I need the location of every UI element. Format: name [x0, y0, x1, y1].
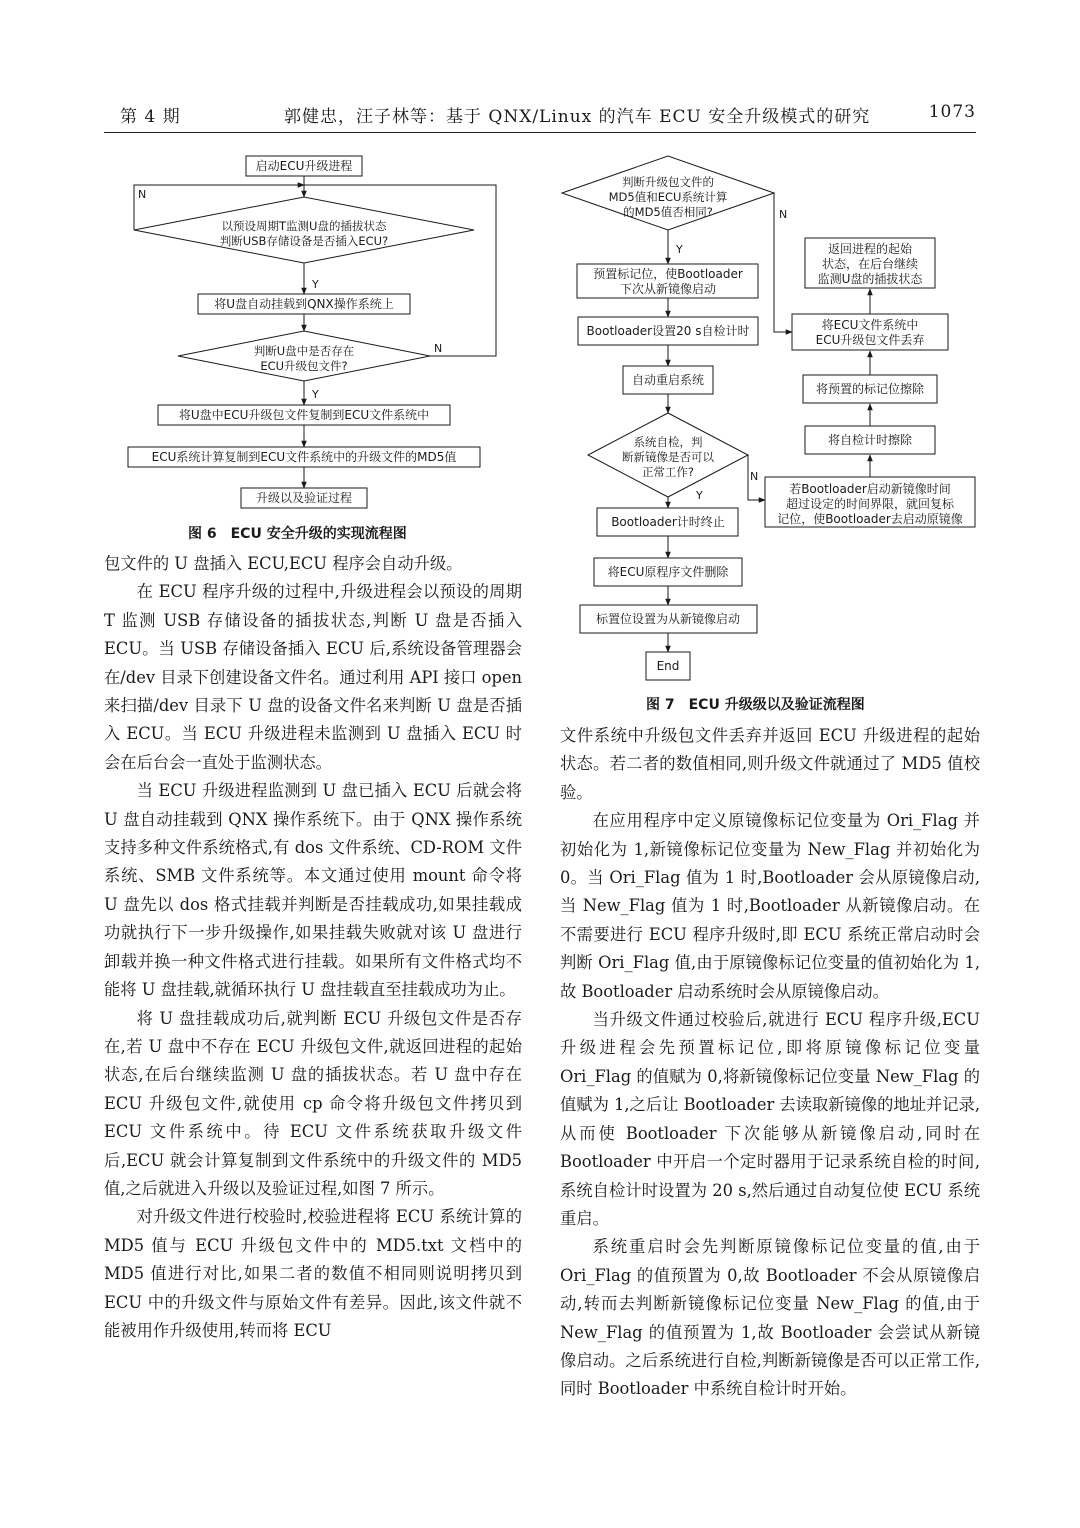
- f7-setflag-text: 标置位设置为从新镜像启动: [595, 612, 741, 626]
- f7-return-line2: 状态，在后台继续: [821, 257, 919, 271]
- left-paragraph-5: 对升级文件进行校验时,校验进程将 ECU 系统计算的 MD5 值与 ECU 升级包文件中的 MD5.txt 文档中的 MD5 值进行对比,如果二者的数值不相同则说明拷贝到 ECU 中的升级文件与原始文件有差异。因此,该文件就不能被用作升级使用,转而将 ECU: [104, 1207, 522, 1340]
- f6-no-label-2: N: [434, 342, 443, 355]
- f7-yes-label-2: Y: [696, 489, 703, 502]
- f7-erase-flag-text: 将预置的标记位擦除: [815, 382, 925, 396]
- f7-d1-line3: 的MD5值否相同?: [623, 205, 713, 219]
- right-paragraph-2: 在应用程序中定义原镜像标记位变量为 Ori_Flag 并初始化为 1,新镜像标记位变量为 New_Flag 并初始化为 0。当 Ori_Flag 值为 1 时,Bootloader 会从原镜像启动,当 New_Flag 值为 1 时,Bootloader 从新镜像启动。在不需要进行 ECU 程序升级时,即 ECU 系统正常启动时会判断 Ori_Flag 值,由于原镜像标记位变量的值初始化为 1,故 Bootloader 启动系统时会从原镜像启动。: [560, 811, 980, 1001]
- f6-start-text: 启动ECU升级进程: [255, 159, 353, 173]
- f7-yes-label-1: Y: [676, 243, 683, 256]
- right-text-column: [560, 722, 980, 1404]
- f7-reboot-text: 自动重启系统: [631, 373, 705, 387]
- f6-no-label-1: N: [138, 188, 147, 201]
- f6-mount-text: 将U盘自动挂载到QNX操作系统上: [214, 297, 394, 311]
- f7-discard-line2: ECU升级包文件丢弃: [815, 333, 925, 347]
- f7-timeout-line3: 记位，使Bootloader去启动原镜像: [777, 512, 963, 526]
- f7-erase-timer-text: 将自检计时擦除: [827, 433, 913, 447]
- right-paragraph-1: 文件系统中升级包文件丢弃并返回 ECU 升级进程的起始状态。若二者的数值相同,则升级文件就通过了 MD5 值校验。: [560, 726, 980, 802]
- f7-discard-line1: 将ECU文件系统中: [821, 318, 919, 332]
- right-paragraph-4: 系统重启时会先判断原镜像标记位变量的值,由于 Ori_Flag 的值预置为 0,故 Bootloader 不会从原镜像启动,转而去判断新镜像标记位变量 New_Flag 的值,由于 New_Flag 的值预置为 1,故 Bootloader 会尝试从新镜像启动。之后系统进行自检,判断新镜像是否可以正常工作,同时 Bootloader 中系统自检计时开始。: [560, 1237, 980, 1399]
- f7-no-label-2: N: [750, 470, 759, 483]
- right-paragraph-3: 当升级文件通过校验后,就进行 ECU 程序升级,ECU 升级进程会先预置标记位,即将原镜像标记位变量 Ori_Flag 的值赋为 0,将新镜像标记位变量 New_Flag 的值赋为 1,之后让 Bootloader 去读取新镜像的地址并记录,从而使 Bootloader 下次能够从新镜像启动,同时在 Bootloader 中开启一个定时器用于记录系统自检的时间,系统自检计时设置为 20 s,然后通过自动复位使 ECU 系统重启。: [560, 1010, 980, 1228]
- f7-timeout-line2: 超过设定的时间界限，就回复标: [785, 497, 955, 511]
- f7-d2-line2: 断新镜像是否可以: [622, 450, 714, 464]
- f7-return-line1: 返回进程的起始: [827, 242, 913, 256]
- left-text-column: [104, 550, 522, 1345]
- f7-delete-text: 将ECU原程序文件删除: [607, 565, 729, 579]
- f7-preset-line1: 预置标记位，使Bootloader: [593, 267, 743, 281]
- figure-6-caption: 图 6 ECU 安全升级的实现流程图: [188, 526, 407, 542]
- f6-d2-line2: ECU升级包文件?: [260, 359, 348, 373]
- f6-yes-label-2: Y: [312, 388, 319, 401]
- left-paragraph-1: 包文件的 U 盘插入 ECU,ECU 程序会自动升级。: [104, 554, 463, 573]
- f6-upgrade-text: 升级以及验证过程: [255, 491, 353, 505]
- page-number: 1073: [928, 102, 976, 122]
- left-paragraph-4: 将 U 盘挂载成功后,就判断 ECU 升级包文件是否存在,若 U 盘中不存在 ECU 升级包文件,就返回进程的起始状态,在后台继续监测 U 盘的插拔状态。若 U 盘中存在 ECU 升级包文件,就使用 cp 命令将升级包文件拷贝到 ECU 文件系统中。待 ECU 文件系统获取升级文件后,ECU 就会计算复制到文件系统中的升级文件的 MD5 值,之后就进入升级以及验证过程,如图 7 所示。: [104, 1008, 522, 1198]
- figure-7-caption: 图 7 ECU 升级级以及验证流程图: [646, 697, 865, 713]
- figure-6: [128, 156, 496, 508]
- f6-d1-line2: 判断USB存储设备是否插入ECU?: [219, 234, 389, 248]
- f7-d1-line2: MD5值和ECU系统计算: [608, 190, 728, 204]
- issue-number: 第 4 期: [120, 107, 181, 127]
- f6-d1-line1: 以预设周期T监测U盘的插拔状态: [221, 219, 387, 233]
- f7-timer-text: Bootloader设置20 s自检计时: [586, 324, 750, 338]
- left-paragraph-2: 在 ECU 程序升级的过程中,升级进程会以预设的周期 T 监测 USB 存储设备的插拔状态,判断 U 盘是否插入 ECU。当 USB 存储设备插入 ECU 后,系统设备管理器会在/dev 目录下创建设备文件名。通过利用 API 接口 open 来扫描/dev 目录下 U 盘的设备文件名来判断 U 盘是否插入 ECU。当 ECU 升级进程未监测到 U 盘插入 ECU 时会在后台会一直处于监测状态。: [104, 582, 522, 772]
- f6-md5-text: ECU系统计算复制到ECU文件系统中的升级文件的MD5值: [151, 450, 457, 464]
- f6-d2-line1: 判断U盘中是否存在: [253, 344, 355, 358]
- f6-yes-label-1: Y: [312, 278, 319, 291]
- f7-preset-line2: 下次从新镜像启动: [619, 282, 717, 296]
- article-title: 郭健忠，汪子林等：基于 QNX/Linux 的汽车 ECU 安全升级模式的研究: [284, 107, 871, 127]
- f7-timeout-line1: 若Bootloader启动新镜像时间: [789, 482, 951, 496]
- f7-end-text: End: [656, 659, 680, 673]
- f7-no-label-1: N: [779, 208, 788, 221]
- f7-d1-line1: 判断升级包文件的: [622, 175, 714, 189]
- f6-copy-text: 将U盘中ECU升级包文件复制到ECU文件系统中: [178, 408, 430, 422]
- f7-return-line3: 监测U盘的插拔状态: [817, 272, 923, 286]
- f7-d2-line1: 系统自检，判: [633, 435, 703, 449]
- f7-stop-text: Bootloader计时终止: [611, 515, 725, 529]
- left-paragraph-3: 当 ECU 升级进程监测到 U 盘已插入 ECU 后就会将 U 盘自动挂载到 QNX 操作系统下。由于 QNX 操作系统支持多种文件系统格式,有 dos 文件系统、CD-ROM 文件系统、SMB 文件系统等。本文通过使用 mount 命令将 U 盘先以 dos 格式挂载并判断是否挂载成功,如果挂载成功就执行下一步升级操作,如果挂载失败就对该 U 盘进行卸载并换一种文件格式进行挂载。如果所有文件格式均不能将 U 盘挂载,就循环执行 U 盘挂载直至挂载成功为止。: [104, 781, 522, 1000]
- figure-7: [562, 156, 975, 680]
- f7-d2-line3: 正常工作?: [641, 465, 695, 479]
